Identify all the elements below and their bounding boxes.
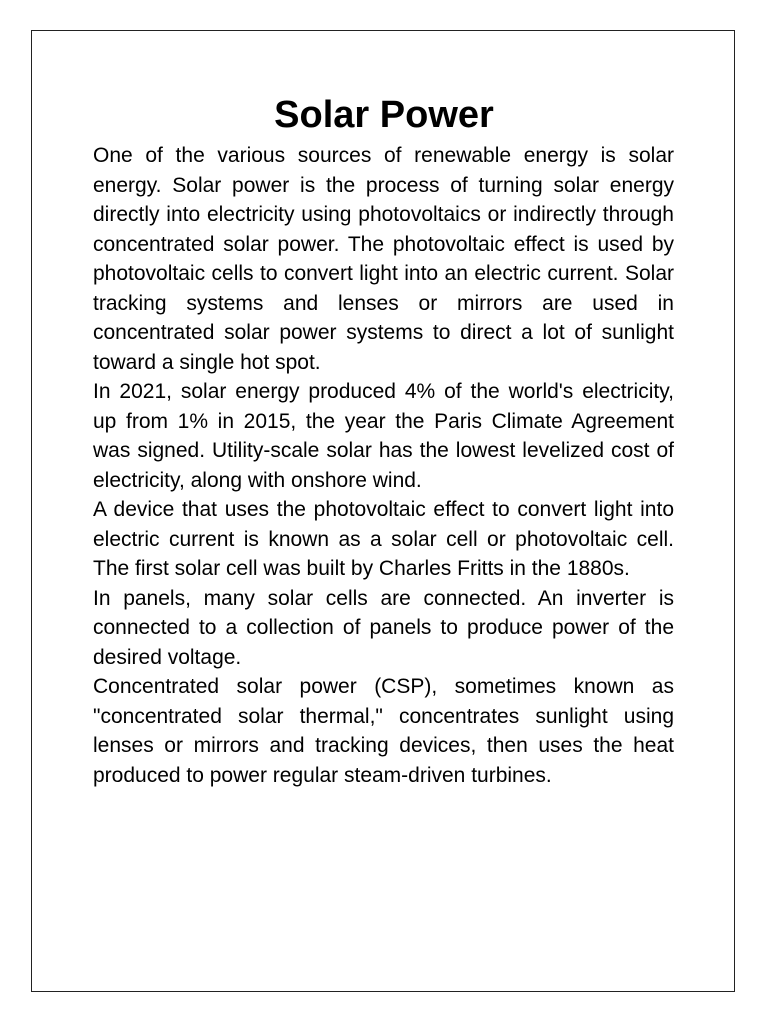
- document-body: [93, 141, 674, 790]
- paragraph-statistics: In 2021, solar energy produced 4% of the world's electricity, up from 1% in 2015, the year the Paris Climate Agreement was signed. Utility-scale solar has the lowest levelized cost of electricity, along with onshore wind.: [93, 380, 674, 492]
- document-title: Solar Power: [274, 94, 494, 136]
- paragraph-intro: One of the various sources of renewable energy is solar energy. Solar power is the process of turning solar energy directly into electricity using photovoltaics or indirectly through concentrated solar power. The photovoltaic effect is used by photovoltaic cells to convert light into an electric current. Solar tracking systems and lenses or mirrors are used in concentrated solar power systems to direct a lot of sunlight toward a single hot spot.: [93, 144, 674, 374]
- paragraph-csp: Concentrated solar power (CSP), sometimes known as "concentrated solar thermal," concentrates sunlight using lenses or mirrors and tracking devices, then uses the heat produced to power regular steam-driven turbines.: [93, 675, 674, 787]
- paragraph-solar-cell: A device that uses the photovoltaic effect to convert light into electric current is known as a solar cell or photovoltaic cell. The first solar cell was built by Charles Fritts in the 1880s.: [93, 498, 674, 580]
- paragraph-panels: In panels, many solar cells are connected. An inverter is connected to a collection of panels to produce power of the desired voltage.: [93, 586, 674, 669]
